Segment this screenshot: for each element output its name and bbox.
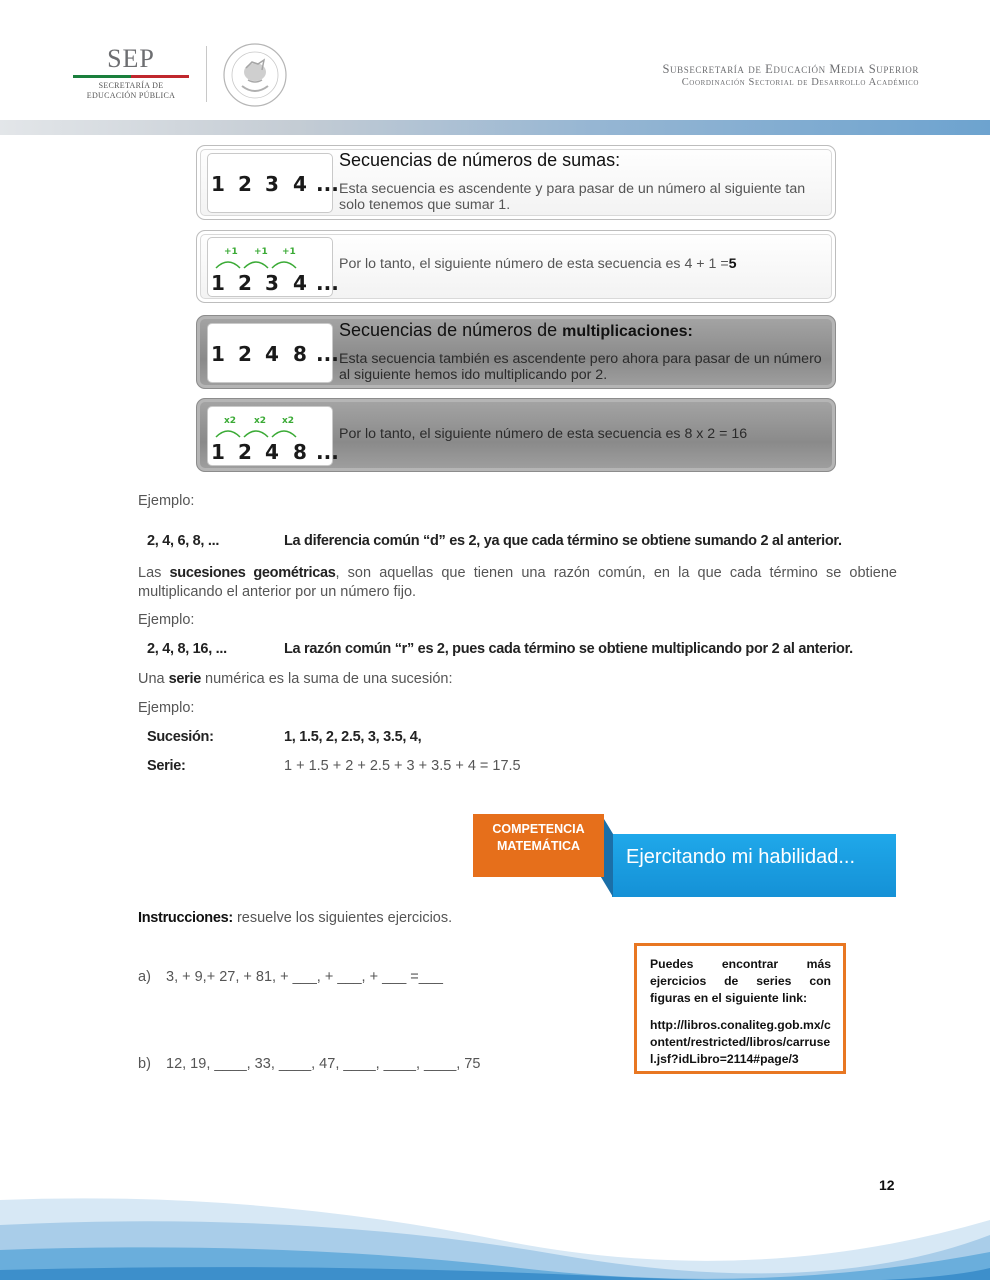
sum-num-1: 1 xyxy=(211,172,225,196)
ejemplo-label-3: Ejemplo: xyxy=(138,700,195,716)
mult-step-1: x2 xyxy=(224,416,237,426)
sum-step-1: +1 xyxy=(224,247,238,257)
national-seal-icon xyxy=(222,42,288,108)
header-divider xyxy=(206,46,207,102)
box-mult-sequence xyxy=(196,315,836,389)
example2-description: La razón común “r” es 2, pues cada término se obtiene multiplicando por 2 al anterior. xyxy=(284,641,853,657)
mult2-num-1: 1 xyxy=(211,440,225,464)
mult-box-title xyxy=(339,320,693,341)
sum-steps-card xyxy=(207,237,339,297)
instructions-label: Instrucciones: xyxy=(138,910,233,926)
box-sum-sequence xyxy=(196,145,836,220)
sum-num-ellipsis: ... xyxy=(316,172,339,196)
sum2-num-3: 3 xyxy=(265,271,279,295)
box-sum-result xyxy=(196,230,836,303)
mult-title-a: Secuencias de números de xyxy=(339,320,563,340)
banner-competencia xyxy=(473,814,604,877)
ejemplo-label-1: Ejemplo: xyxy=(138,493,195,509)
sum-num-2: 2 xyxy=(238,172,252,196)
sum2-num-2: 2 xyxy=(238,271,252,295)
mult-sequence-card xyxy=(207,323,339,383)
mult-result-text: Por lo tanto, el siguiente número de esta secuencia es 8 x 2 = 16 xyxy=(339,426,748,442)
resource-link-url[interactable]: http://libros.conaliteg.gob.mx/content/restricted/libros/carrusel.jsf?idLibro=2114#page/3 xyxy=(650,1018,831,1066)
mult-num-3: 4 xyxy=(265,342,279,366)
header-right xyxy=(662,62,919,89)
sum-step-2: +1 xyxy=(254,247,268,257)
mult-step-3: x2 xyxy=(282,416,295,426)
mult-step-2: x2 xyxy=(254,416,267,426)
sum-sequence-card xyxy=(207,153,339,213)
mult-arrow-2 xyxy=(244,431,268,437)
footer-wave xyxy=(0,1180,990,1280)
resource-link-box xyxy=(634,943,846,1074)
instructions xyxy=(138,910,452,926)
example1-sequence: 2, 4, 6, 8, ... xyxy=(147,533,220,549)
banner-orange-line1: COMPETENCIA xyxy=(492,822,585,836)
sum-step-3: +1 xyxy=(282,247,296,257)
sep-logo xyxy=(72,46,190,101)
sum-arrow-3 xyxy=(272,262,296,268)
sum-num-3: 3 xyxy=(265,172,279,196)
serie-post: numérica es la suma de una sucesión: xyxy=(201,671,453,687)
banner-ejercitando: Ejercitando mi habilidad... xyxy=(612,834,896,897)
sep-logo-sub2: EDUCACIÓN PÚBLICA xyxy=(86,91,176,100)
sep-logo-stripe xyxy=(73,75,189,78)
sum-box-text: Esta secuencia es ascendente y para pasar de un número al siguiente tan solo tenemos que sumar 1. xyxy=(339,181,806,213)
serie-bold: serie xyxy=(168,671,202,687)
geo-post: , son aquellas que tienen una razón común, en la que cada término se obtiene multiplicando el anterior por un número fijo. xyxy=(138,565,897,600)
header-band xyxy=(0,120,990,135)
sum2-num-1: 1 xyxy=(211,271,225,295)
banner-orange-line2: MATEMÁTICA xyxy=(496,839,581,853)
geometric-paragraph xyxy=(138,564,897,602)
sep-logo-text: SEP xyxy=(107,44,155,73)
mult2-num-ellipsis: ... xyxy=(316,440,339,464)
mult-arrow-3 xyxy=(272,431,296,437)
mult-num-2: 2 xyxy=(238,342,252,366)
page-number: 12 xyxy=(879,1177,895,1193)
sum-result-label: Por lo tanto, el siguiente número de esta secuencia es 4 + 1 = xyxy=(339,256,729,272)
exercise-b-label: b) xyxy=(138,1056,151,1072)
sum-arrow-1 xyxy=(216,262,240,268)
sucesion-value: 1, 1.5, 2, 2.5, 3, 3.5, 4, xyxy=(284,729,422,745)
serie-pre: Una xyxy=(138,671,169,687)
box-mult-result xyxy=(196,398,836,472)
mult-arrow-1 xyxy=(216,431,240,437)
sep-logo-sub1: SECRETARÍA DE xyxy=(98,81,164,90)
sum-box-title: Secuencias de números de sumas: xyxy=(339,150,621,170)
sucesion-label: Sucesión: xyxy=(147,729,214,745)
resource-link-text: Puedes encontrar más ejercicios de series con figuras en el siguiente link: xyxy=(650,957,831,1005)
mult-title-b: multiplicaciones: xyxy=(562,323,693,340)
sum-arrow-2 xyxy=(244,262,268,268)
mult2-num-4: 8 xyxy=(293,440,307,464)
serie-value: 1 + 1.5 + 2 + 2.5 + 3 + 3.5 + 4 = 17.5 xyxy=(284,758,521,774)
mult-num-ellipsis: ... xyxy=(316,342,339,366)
header-coordinacion: Coordinación Sectorial de Desarrollo Académico xyxy=(681,77,919,88)
mult2-num-3: 4 xyxy=(265,440,279,464)
mult-box-text: Esta secuencia también es ascendente pero ahora para pasar de un número al siguiente hemos ido multiplicando por 2. xyxy=(339,351,822,383)
instructions-text: resuelve los siguientes ejercicios. xyxy=(232,910,453,926)
exercise-a-text: 3, + 9,+ 27, + 81, + ___, + ___, + ___ =___ xyxy=(166,969,443,985)
mult-num-4: 8 xyxy=(293,342,307,366)
geo-bold: sucesiones geométricas xyxy=(169,565,336,581)
ejemplo-label-2: Ejemplo: xyxy=(138,612,195,628)
example2-sequence: 2, 4, 8, 16, ... xyxy=(147,641,227,657)
mult2-num-2: 2 xyxy=(238,440,252,464)
serie-label: Serie: xyxy=(147,758,186,774)
header-subsecretaria: Subsecretaría de Educación Media Superior xyxy=(662,62,919,76)
sum2-num-4: 4 xyxy=(293,271,307,295)
sum-result-value: 5 xyxy=(728,256,737,272)
mult-steps-card xyxy=(207,406,339,466)
sum-num-4: 4 xyxy=(293,172,307,196)
geo-pre: Las xyxy=(138,565,170,581)
exercise-a-label: a) xyxy=(138,969,151,985)
serie-paragraph xyxy=(138,670,897,689)
exercise-b-text: 12, 19, ____, 33, ____, 47, ____, ____, ____, 75 xyxy=(166,1056,481,1072)
sum2-num-ellipsis: ... xyxy=(316,271,339,295)
mult-num-1: 1 xyxy=(211,342,225,366)
sum-result-text xyxy=(339,256,827,272)
example1-description: La diferencia común “d” es 2, ya que cada término se obtiene sumando 2 al anterior. xyxy=(284,533,842,549)
